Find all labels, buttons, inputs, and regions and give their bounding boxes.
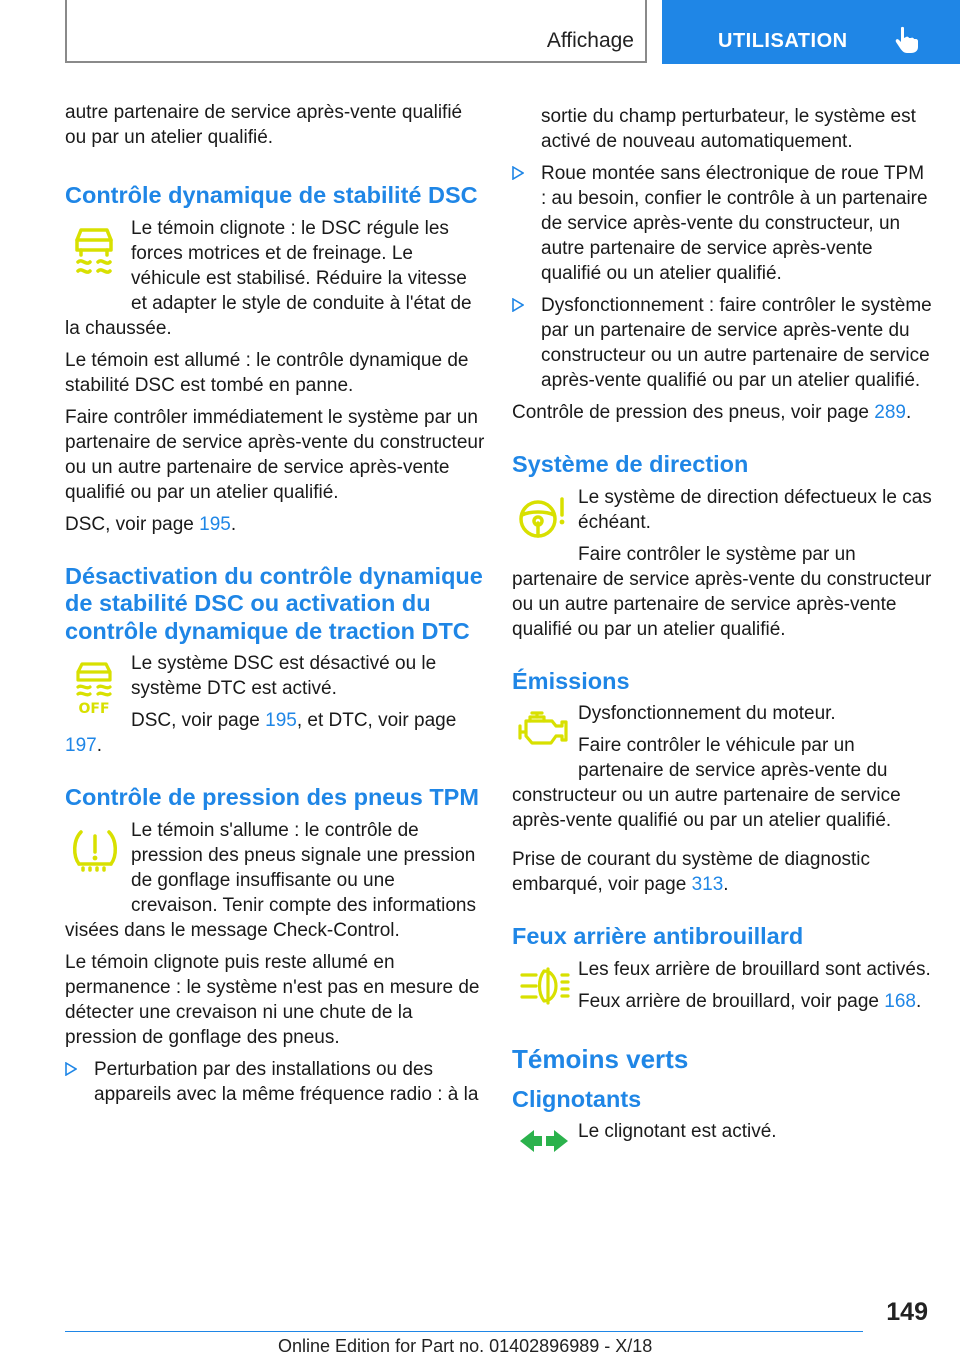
dsc-off-icon-wrap <box>65 653 131 729</box>
footer-edition: Online Edition for Part no. 01402896989 - X/18 <box>278 1336 653 1356</box>
tpm-bullet-1-text: Perturbation par des installations ou des appareils avec la même fréquence radio : à la <box>94 1058 479 1105</box>
emissions-paragraph-3: Prise de courant du système de diagnostic embarqué, voir page 313. <box>512 849 871 895</box>
emissions-paragraph-1: Dysfonctionnement du moteur. <box>578 703 836 724</box>
dsc-page-link-2[interactable]: 195 <box>265 710 297 731</box>
steering-icon <box>518 493 568 541</box>
dsc-reference: DSC, voir page 195. <box>65 513 237 535</box>
bullet-triangle-icon <box>512 166 524 180</box>
rear-fog-icon <box>518 965 570 1007</box>
hand-pointer-icon <box>895 26 921 54</box>
footer-divider <box>65 1331 863 1332</box>
emissions-paragraph-2: Faire contrôler le véhicule par un partenaire de service après-vente du constructeur ou un autre partenaire de service après-vente qualifié ou par un atelier qualifié. <box>512 735 901 831</box>
intro-paragraph: autre partenaire de service après-vente qualifié ou par un atelier qualifié. <box>65 102 463 148</box>
tpm-icon-wrap <box>65 820 131 896</box>
tpm-bullet-1 <box>65 1057 485 1107</box>
right-column <box>512 104 932 1197</box>
dsc-paragraph-1: Le témoin clignote : le DSC régule les forces motrices et de freinage. Le véhicule est stabilisé. Réduire la vitesse et adapter le style de conduite à l'état de la chaussée. <box>65 217 472 339</box>
turn-signal-icon <box>518 1127 570 1155</box>
rear-fog-icon-wrap <box>512 959 578 1035</box>
dsc-page-link[interactable]: 195 <box>199 513 231 535</box>
turn-signal-icon-wrap <box>512 1121 578 1197</box>
section-title-steering: Système de direction <box>512 451 749 477</box>
dtc-reference-text-b: , et DTC, voir page <box>296 710 457 731</box>
tpm-page-link[interactable]: 289 <box>874 402 906 423</box>
tpm-bullet-3 <box>512 293 932 393</box>
emissions-p3-text: Prise de courant du système de diagnostic embarqué, voir page <box>512 849 871 895</box>
tpm-bullet-2-text: Roue montée sans électronique de roue TPM : au besoin, confier le contrôle à un partenaire de service après-vente du constructeur, un autre partenaire de service après-vente qualifié ou un atelier qualifié. <box>541 163 928 284</box>
header-chapter-tab <box>662 0 960 64</box>
engine-icon <box>518 709 570 749</box>
dtc-paragraph-1: Le système DSC est désactivé ou le système DTC est activé. <box>131 653 437 699</box>
section-title-rear-fog: Feux arrière antibrouillard <box>512 923 804 949</box>
dsc-icon <box>71 224 117 276</box>
section-title-dtc: Désactivation du contrôle dynamique de stabilité DSC ou activation du contrôle dynamique de traction DTC <box>65 562 483 644</box>
dsc-paragraph-3: Faire contrôler immédiatement le système par un partenaire de service après-vente du constructeur ou un autre partenaire de service après-vente qualifié ou par un atelier qualifié. <box>65 406 485 503</box>
svg-text:OFF: OFF <box>78 701 110 715</box>
rear-fog-reference: Feux arrière de brouillard, voir page 168. <box>578 990 922 1012</box>
steering-paragraph-2: Faire contrôler le système par un partenaire de service après-vente du constructeur ou un autre partenaire de service après-vente qualifié ou par un atelier qualifié. <box>512 543 932 640</box>
tpm-paragraph-1: Le témoin s'allume : le contrôle de pression des pneus signale une pression de gonflage insuffisante ou une crevaison. Tenir compte des informations visées dans le message Check-Control. <box>65 819 476 941</box>
tpm-reference-text: Contrôle de pression des pneus, voir page <box>512 402 875 423</box>
tpm-paragraph-2: Le témoin clignote puis reste allumé en permanence : le système n'est pas en mesure de détecter une crevaison ni une chute de la pression de gonflage des pneus. <box>65 951 480 1048</box>
tpm-bullet-list <box>65 1057 485 1107</box>
tpm-bullet-list-cont <box>512 161 932 393</box>
dtc-page-link[interactable]: 197 <box>65 735 97 756</box>
section-title-emissions: Émissions <box>512 667 630 694</box>
engine-icon-wrap <box>512 703 578 779</box>
bullet-triangle-icon <box>512 298 524 312</box>
section-title-tpm: Contrôle de pression des pneus TPM <box>65 784 479 810</box>
tpm-bullet-3-text: Dysfonctionnement : faire contrôler le système par un partenaire de service après-vente du constructeur ou un autre partenaire de service après-vente qualifié ou par un atelier qualifié. <box>541 295 932 391</box>
tpm-bullet-1-continuation: sortie du champ perturbateur, le système est activé de nouveau automatiquement. <box>541 106 916 152</box>
obd-page-link[interactable]: 313 <box>691 874 724 895</box>
dtc-reference: DSC, voir page 195, et DTC, voir page 197. <box>65 710 457 756</box>
left-column <box>65 100 485 1114</box>
steering-icon-wrap <box>512 487 578 563</box>
page-number: 149 <box>886 1298 928 1326</box>
rear-fog-paragraph-1: Les feux arrière de brouillard sont activés. <box>578 958 931 980</box>
header-chapter-label: UTILISATION <box>718 30 848 52</box>
steering-paragraph-1: Le système de direction défectueux le cas échéant. <box>578 486 932 533</box>
dtc-reference-text-a: DSC, voir page <box>131 710 266 731</box>
tpm-icon <box>71 826 119 874</box>
section-title-turn-signals: Clignotants <box>512 1085 642 1112</box>
dsc-reference-text: DSC, voir page <box>65 513 200 535</box>
dsc-paragraph-2: Le témoin est allumé : le contrôle dynamique de stabilité DSC est tombé en panne. <box>65 349 469 396</box>
header-section-title: Affichage <box>546 29 634 52</box>
tpm-bullet-2 <box>512 161 932 286</box>
dsc-icon-wrap <box>65 218 131 294</box>
section-title-green-lights: Témoins verts <box>512 1043 689 1074</box>
rear-fog-page-link[interactable]: 168 <box>884 990 916 1012</box>
tpm-reference: Contrôle de pression des pneus, voir page 289. <box>512 402 912 423</box>
dsc-off-icon <box>71 659 117 715</box>
turn-signal-paragraph-1: Le clignotant est activé. <box>578 1121 777 1142</box>
section-title-dsc: Contrôle dynamique de stabilité DSC <box>65 182 478 208</box>
bullet-triangle-icon <box>65 1062 77 1076</box>
rear-fog-reference-text: Feux arrière de brouillard, voir page <box>578 990 885 1012</box>
